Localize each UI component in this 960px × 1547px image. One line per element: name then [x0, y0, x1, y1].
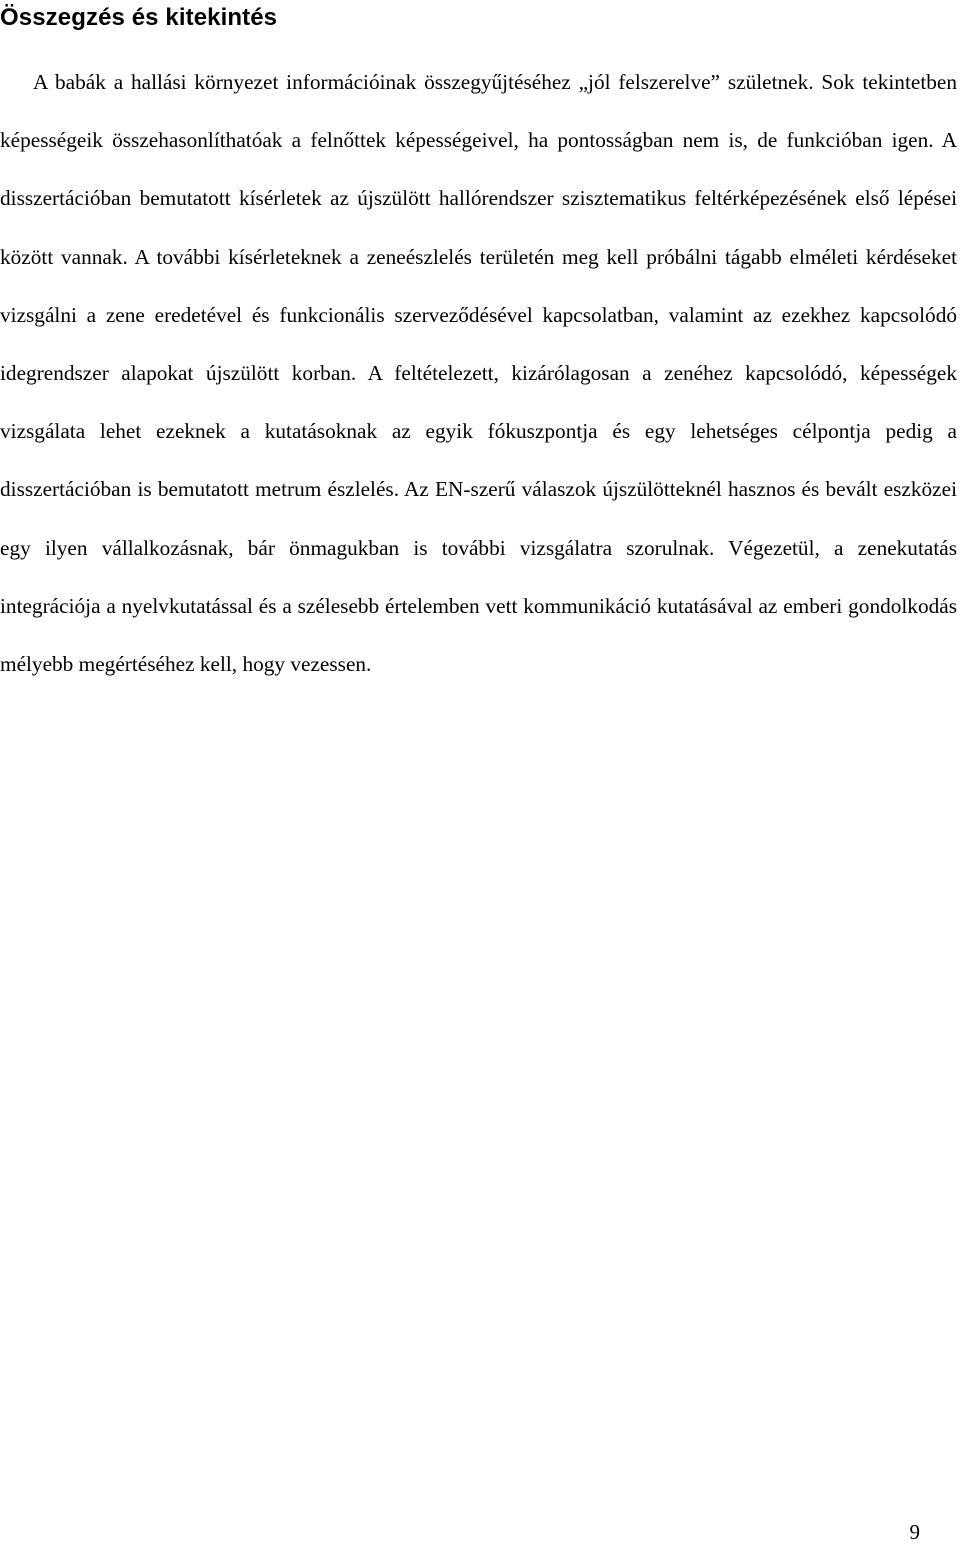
- body-paragraph: A babák a hallási környezet információinak összegyűjtéséhez „jól felszerelve” születnek. Sok tekintetben képességeik összehasonlíthatóak a felnőttek képességeivel, ha pontosságban nem is, de funkcióban igen. A disszertációban bemutatott kísérletek az újszülött hallórendszer szisztematikus feltérképezésének első lépései között vannak. A további kísérleteknek a zeneészlelés területén meg kell próbálni tágabb elméleti kérdéseket vizsgálni a zene eredetével és funkcionális szerveződésével kapcsolatban, valamint az ezekhez kapcsolódó idegrendszer alapokat újszülött korban. A feltételezett, kizárólagosan a zenéhez kapcsolódó, képességek vizsgálata lehet ezeknek a kutatásoknak az egyik fókuszpontja és egy lehetséges célpontja pedig a disszertációban is bemutatott metrum észlelés. Az EN-szerű válaszok újszülötteknél hasznos és bevált eszközei egy ilyen vállalkozásnak, bár önmagukban is további vizsgálatra szorulnak. Végezetül, a zenekutatás integrációja a nyelvkutatással és a szélesebb értelemben vett kommunikáció kutatásával az emberi gondolkodás mélyebb megértéséhez kell, hogy vezessen.: [0, 70, 957, 677]
- page-number: 9: [909, 1520, 920, 1544]
- section-heading: Összegzés és kitekintés: [0, 4, 278, 31]
